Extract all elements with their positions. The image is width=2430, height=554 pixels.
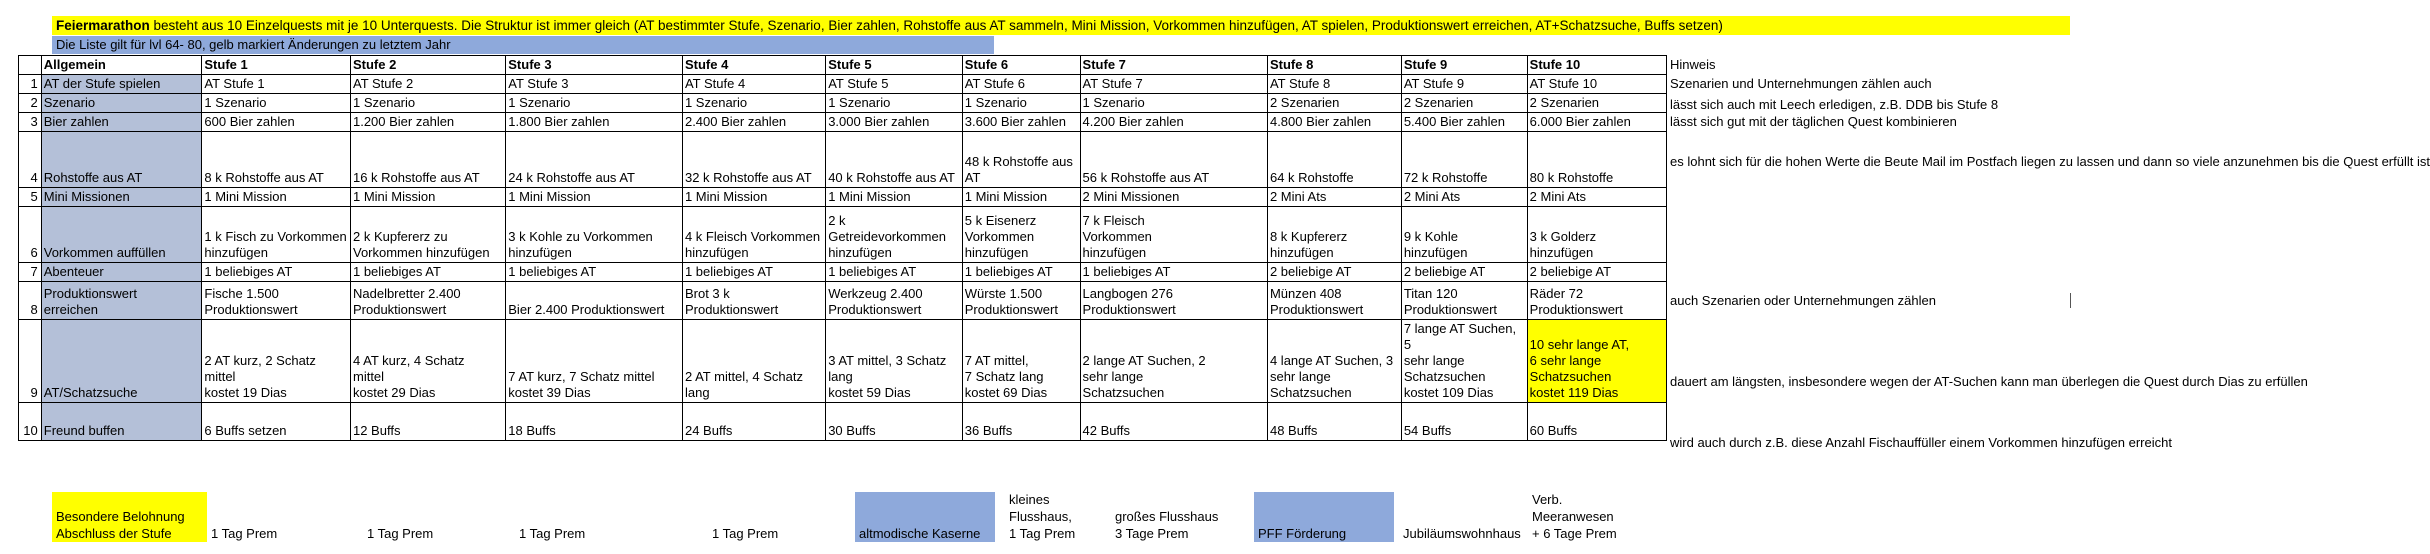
- category-cell: AT der Stufe spielen: [41, 75, 202, 94]
- table-cell: Nadelbretter 2.400 Produktionswert: [350, 282, 505, 320]
- table-cell: 2 k Kupfererz zu Vorkommen hinzufügen: [350, 207, 505, 263]
- category-cell: Szenario: [41, 94, 202, 113]
- table-cell: 2 k Getreidevorkommen hinzufügen: [826, 207, 963, 263]
- table-cell: AT Stufe 10: [1527, 75, 1666, 94]
- table-cell: 18 Buffs: [506, 403, 683, 441]
- table-cell: 2 Mini Ats: [1527, 188, 1666, 207]
- table-cell: 2 Mini Missionen: [1080, 188, 1267, 207]
- banner-text: besteht aus 10 Einzelquests mit je 10 Unterquests. Die Struktur ist immer gleich (AT bestimmter Stufe, Szenario, Bier zahlen, Rohstoffe aus AT sammeln, Mini Mission, Vorkommen hinzufügen, AT spielen, Produktionswert erreichen, AT+Schatzsuche, Buffs setzen): [149, 18, 1723, 33]
- table-cell: 4 k Fleisch Vorkommen hinzufügen: [682, 207, 825, 263]
- table-cell: 32 k Rohstoffe aus AT: [682, 132, 825, 188]
- table-row: [19, 263, 1667, 282]
- table-cell: 2 beliebige AT: [1401, 263, 1527, 282]
- row-number: 2: [19, 94, 42, 113]
- table-cell: 2 beliebige AT: [1527, 263, 1666, 282]
- table-cell: Würste 1.500 Produktionswert: [962, 282, 1080, 320]
- reward-cell: Verb. Meeranwesen + 6 Tage Prem: [1532, 492, 1617, 541]
- table-cell: 2.400 Bier zahlen: [682, 113, 825, 132]
- table-header-row: [19, 56, 1667, 75]
- table-cell: 600 Bier zahlen: [202, 113, 351, 132]
- category-cell: Bier zahlen: [41, 113, 202, 132]
- row-number: 10: [19, 403, 42, 441]
- reward-cell: großes Flusshaus 3 Tage Prem: [1115, 509, 1219, 541]
- header-stufe-8: Stufe 8: [1267, 56, 1401, 75]
- table-cell: 42 Buffs: [1080, 403, 1267, 441]
- row-number: 9: [19, 320, 42, 403]
- category-cell: Mini Missionen: [41, 188, 202, 207]
- hinweis-row-1: Szenarien und Unternehmungen zählen auch: [1670, 76, 1932, 91]
- reward-cell: 1 Tag Prem: [712, 526, 779, 541]
- table-cell: 1.800 Bier zahlen: [506, 113, 683, 132]
- category-cell: Vorkommen auffüllen: [41, 207, 202, 263]
- quest-table: [18, 55, 1667, 441]
- table-cell: 56 k Rohstoffe aus AT: [1080, 132, 1267, 188]
- row-number: 6: [19, 207, 42, 263]
- table-cell: AT Stufe 5: [826, 75, 963, 94]
- table-cell: 7 AT mittel, 7 Schatz lang kostet 69 Dias: [962, 320, 1080, 403]
- table-cell: 48 k Rohstoffe aus AT: [962, 132, 1080, 188]
- table-cell: 1 Szenario: [202, 94, 351, 113]
- table-row: [19, 282, 1667, 320]
- table-row: [19, 207, 1667, 263]
- row-number: 8: [19, 282, 42, 320]
- table-cell: 1 Mini Mission: [826, 188, 963, 207]
- table-cell: 1 Mini Mission: [962, 188, 1080, 207]
- table-row: [19, 94, 1667, 113]
- banner-lead: Feiermarathon: [56, 18, 150, 33]
- table-cell: 1 beliebiges AT: [202, 263, 351, 282]
- table-cell: 2 Szenarien: [1527, 94, 1666, 113]
- table-cell: AT Stufe 8: [1267, 75, 1401, 94]
- table-cell: 7 lange AT Suchen, 5 sehr lange Schatzsuchen kostet 109 Dias: [1401, 320, 1527, 403]
- row-number-header: [19, 56, 42, 75]
- reward-cell: altmodische Kaserne: [855, 492, 995, 542]
- header-stufe-7: Stufe 7: [1080, 56, 1267, 75]
- row-number: 4: [19, 132, 42, 188]
- hinweis-row-2: lässt sich auch mit Leech erledigen, z.B. DDB bis Stufe 8: [1670, 97, 1999, 112]
- table-cell: 3.600 Bier zahlen: [962, 113, 1080, 132]
- header-stufe-1: Stufe 1: [202, 56, 351, 75]
- table-cell: 1 Szenario: [682, 94, 825, 113]
- table-cell: 1 k Fisch zu Vorkommen hinzufügen: [202, 207, 351, 263]
- table-cell: AT Stufe 9: [1401, 75, 1527, 94]
- table-cell: AT Stufe 7: [1080, 75, 1267, 94]
- hinweis-row-3: lässt sich gut mit der täglichen Quest kombinieren: [1670, 114, 1957, 129]
- table-cell: 7 k Fleisch Vorkommen hinzufügen: [1080, 207, 1267, 263]
- table-cell: AT Stufe 1: [202, 75, 351, 94]
- table-cell: 1 beliebiges AT: [826, 263, 963, 282]
- header-stufe-2: Stufe 2: [350, 56, 505, 75]
- table-row: [19, 132, 1667, 188]
- table-cell: 4.200 Bier zahlen: [1080, 113, 1267, 132]
- header-stufe-4: Stufe 4: [682, 56, 825, 75]
- table-cell: 4.800 Bier zahlen: [1267, 113, 1401, 132]
- table-cell: Werkzeug 2.400 Produktionswert: [826, 282, 963, 320]
- table-cell: 2 AT kurz, 2 Schatz mittel kostet 19 Dias: [202, 320, 351, 403]
- table-cell: 1 Szenario: [826, 94, 963, 113]
- table-cell: 3 k Kohle zu Vorkommen hinzufügen: [506, 207, 683, 263]
- table-cell: 3.000 Bier zahlen: [826, 113, 963, 132]
- reward-cell: 1 Tag Prem: [519, 526, 586, 541]
- table-row: [19, 113, 1667, 132]
- table-cell: 12 Buffs: [350, 403, 505, 441]
- table-cell: Titan 120 Produktionswert: [1401, 282, 1527, 320]
- header-stufe-3: Stufe 3: [506, 56, 683, 75]
- table-cell: 1 beliebiges AT: [506, 263, 683, 282]
- header-stufe-10: Stufe 10: [1527, 56, 1666, 75]
- hinweis-title: Hinweis: [1670, 57, 1716, 72]
- table-row: [19, 320, 1667, 403]
- text-cursor: [2070, 293, 2071, 308]
- row-number: 5: [19, 188, 42, 207]
- reward-cell: 1 Tag Prem: [211, 526, 278, 541]
- hinweis-row-10: wird auch durch z.B. diese Anzahl Fischauffüller einem Vorkommen hinzufügen erreicht: [1670, 435, 2172, 450]
- category-cell: Produktionswert erreichen: [41, 282, 202, 320]
- table-cell: 2 Mini Ats: [1267, 188, 1401, 207]
- title-banner: [52, 16, 2070, 35]
- table-cell: 8 k Rohstoffe aus AT: [202, 132, 351, 188]
- table-cell: 72 k Rohstoffe: [1401, 132, 1527, 188]
- table-cell: AT Stufe 6: [962, 75, 1080, 94]
- table-cell: 4 AT kurz, 4 Schatz mittel kostet 29 Dias: [350, 320, 505, 403]
- reward-cell: PFF Förderung: [1254, 492, 1394, 542]
- table-cell: Langbogen 276 Produktionswert: [1080, 282, 1267, 320]
- table-cell: Bier 2.400 Produktionswert: [506, 282, 683, 320]
- table-cell: 6.000 Bier zahlen: [1527, 113, 1666, 132]
- table-cell: 1 Szenario: [962, 94, 1080, 113]
- table-cell: 7 AT kurz, 7 Schatz mittel kostet 39 Dias: [506, 320, 683, 403]
- reward-cell: 1 Tag Prem: [367, 526, 434, 541]
- table-row: [19, 188, 1667, 207]
- table-cell: AT Stufe 3: [506, 75, 683, 94]
- table-cell: 1 Szenario: [1080, 94, 1267, 113]
- reward-cell: Jubiläumswohnhaus: [1403, 526, 1521, 541]
- table-cell: 2 AT mittel, 4 Schatz lang: [682, 320, 825, 403]
- category-cell: AT/Schatzsuche: [41, 320, 202, 403]
- category-cell: Freund buffen: [41, 403, 202, 441]
- table-cell: 1 Szenario: [350, 94, 505, 113]
- table-cell: 1 Mini Mission: [202, 188, 351, 207]
- reward-cell: kleines Flusshaus, 1 Tag Prem: [1009, 492, 1076, 541]
- row-number: 1: [19, 75, 42, 94]
- category-cell: Rohstoffe aus AT: [41, 132, 202, 188]
- table-cell: 9 k Kohle hinzufügen: [1401, 207, 1527, 263]
- table-cell: Fische 1.500 Produktionswert: [202, 282, 351, 320]
- table-cell: 64 k Rohstoffe: [1267, 132, 1401, 188]
- header-stufe-5: Stufe 5: [826, 56, 963, 75]
- table-row: [19, 403, 1667, 441]
- table-cell: 2 lange AT Suchen, 2 sehr lange Schatzsuchen: [1080, 320, 1267, 403]
- table-cell: 1 Szenario: [506, 94, 683, 113]
- hinweis-row-7: auch Szenarien oder Unternehmungen zählen: [1670, 293, 1936, 308]
- table-cell: 1 beliebiges AT: [1080, 263, 1267, 282]
- table-cell: AT Stufe 4: [682, 75, 825, 94]
- table-cell: 24 Buffs: [682, 403, 825, 441]
- table-cell: AT Stufe 2: [350, 75, 505, 94]
- hinweis-row-4: es lohnt sich für die hohen Werte die Beute Mail im Postfach liegen zu lassen und dann so viele anzunehmen bis die Quest erfüllt ist: [1670, 154, 2430, 169]
- hinweis-row-9: dauert am längsten, insbesondere wegen der AT-Suchen kann man überlegen die Quest durch Dias zu erfüllen: [1670, 374, 2308, 389]
- header-allgemein: Allgemein: [41, 56, 202, 75]
- subtitle-banner: Die Liste gilt für lvl 64- 80, gelb markiert Änderungen zu letztem Jahr: [52, 36, 994, 54]
- table-cell: 54 Buffs: [1401, 403, 1527, 441]
- header-stufe-6: Stufe 6: [962, 56, 1080, 75]
- reward-label: Besondere Belohnung Abschluss der Stufe: [52, 492, 207, 542]
- table-cell: 36 Buffs: [962, 403, 1080, 441]
- table-cell: 2 Mini Ats: [1401, 188, 1527, 207]
- table-cell: 80 k Rohstoffe: [1527, 132, 1666, 188]
- table-cell: 5.400 Bier zahlen: [1401, 113, 1527, 132]
- table-cell: Münzen 408 Produktionswert: [1267, 282, 1401, 320]
- table-cell: 4 lange AT Suchen, 3 sehr lange Schatzsuchen: [1267, 320, 1401, 403]
- table-cell: 1 beliebiges AT: [962, 263, 1080, 282]
- table-cell: 10 sehr lange AT, 6 sehr lange Schatzsuchen kostet 119 Dias: [1527, 320, 1666, 403]
- table-cell: 2 Szenarien: [1401, 94, 1527, 113]
- table-cell: 40 k Rohstoffe aus AT: [826, 132, 963, 188]
- table-cell: 3 k Golderz hinzufügen: [1527, 207, 1666, 263]
- table-cell: 6 Buffs setzen: [202, 403, 351, 441]
- category-cell: Abenteuer: [41, 263, 202, 282]
- table-cell: 16 k Rohstoffe aus AT: [350, 132, 505, 188]
- table-row: [19, 75, 1667, 94]
- table-cell: 3 AT mittel, 3 Schatz lang kostet 59 Dias: [826, 320, 963, 403]
- table-cell: 48 Buffs: [1267, 403, 1401, 441]
- table-cell: 1 beliebiges AT: [350, 263, 505, 282]
- row-number: 7: [19, 263, 42, 282]
- table-cell: 24 k Rohstoffe aus AT: [506, 132, 683, 188]
- table-cell: 5 k Eisenerz Vorkommen hinzufügen: [962, 207, 1080, 263]
- table-cell: 30 Buffs: [826, 403, 963, 441]
- table-cell: 8 k Kupfererz hinzufügen: [1267, 207, 1401, 263]
- table-cell: 1 Mini Mission: [682, 188, 825, 207]
- table-cell: 2 Szenarien: [1267, 94, 1401, 113]
- table-cell: Brot 3 k Produktionswert: [682, 282, 825, 320]
- table-cell: 2 beliebige AT: [1267, 263, 1401, 282]
- header-stufe-9: Stufe 9: [1401, 56, 1527, 75]
- table-cell: 1 beliebiges AT: [682, 263, 825, 282]
- table-cell: Räder 72 Produktionswert: [1527, 282, 1666, 320]
- row-number: 3: [19, 113, 42, 132]
- table-cell: 1 Mini Mission: [506, 188, 683, 207]
- table-cell: 60 Buffs: [1527, 403, 1666, 441]
- table-cell: 1.200 Bier zahlen: [350, 113, 505, 132]
- table-cell: 1 Mini Mission: [350, 188, 505, 207]
